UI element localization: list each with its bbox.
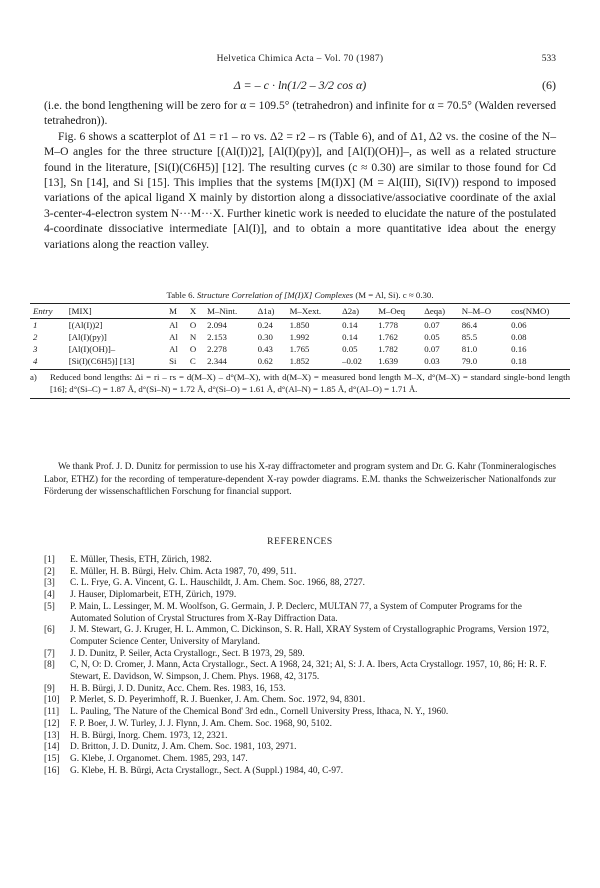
table-cell: 0.14 (342, 332, 358, 342)
reference-item (44, 578, 556, 590)
reference-item (44, 695, 556, 707)
table-cell: 3 (33, 344, 38, 354)
table-header-row (30, 304, 570, 319)
table-cell: 0.07 (424, 344, 440, 354)
table-cell: 0.43 (257, 344, 273, 354)
column-header: M–Nint. (204, 304, 254, 319)
table-cell: Si (166, 355, 187, 370)
table-cell: 1.852 (287, 355, 340, 370)
table-row (30, 355, 570, 370)
table-row (30, 343, 570, 355)
table-cell: Al (169, 344, 178, 354)
paragraph: (i.e. the bond lengthening will be zero for α = 109.5° (tetrahedron) and infinite for α = 70.5° (Walden reversed tetrahedron)). (44, 99, 556, 128)
equation-text: Δ = – c · ln(1/2 – 3/2 cos α) (233, 78, 367, 92)
reference-item (44, 719, 556, 731)
reference-item (44, 649, 556, 661)
table-cell: 86.4 (461, 320, 478, 330)
reference-list (44, 555, 556, 777)
column-header: N–M–O (459, 304, 508, 319)
reference-text: P. Merlet, S. D. Peyerimhoff, R. J. Buenker, J. Am. Chem. Soc. 1972, 94, 8301. (70, 695, 366, 706)
table-cell: –0.02 (339, 355, 375, 370)
reference-number: [10] (44, 695, 60, 706)
table-cell: 0.24 (257, 320, 273, 330)
table-cell: 2.153 (207, 332, 227, 342)
reference-item (44, 590, 556, 602)
table-cell: 0.08 (511, 332, 527, 342)
table-cell: C (187, 355, 204, 370)
references-heading: REFERENCES (267, 537, 333, 547)
reference-item (44, 555, 556, 567)
equation-6 (44, 78, 556, 94)
table-cell: 0.16 (511, 344, 527, 354)
table-cell: 2.094 (207, 320, 227, 330)
structure-correlation-table (30, 303, 570, 370)
reference-text: J. Hauser, Diplomarbeit, ETH, Zürich, 1979. (70, 590, 237, 601)
table-cell: 0.07 (424, 320, 440, 330)
table-cell: 0.62 (255, 355, 287, 370)
reference-text: F. P. Boer, J. W. Turley, J. J. Flynn, J. Am. Chem. Soc. 1968, 90, 5102. (70, 718, 332, 729)
table-cell: [Al(I)(py)] (68, 332, 107, 342)
reference-text: G. Klebe, J. Organomet. Chem. 1985, 293, 147. (70, 753, 248, 764)
reference-item (44, 754, 556, 766)
reference-item (44, 742, 556, 754)
table-cell: 81.0 (461, 344, 478, 354)
table-cell: Al (169, 320, 178, 330)
body-text (44, 98, 556, 252)
table-cell: 2.278 (207, 344, 227, 354)
reference-number: [13] (44, 730, 60, 741)
table-cell: 0.05 (342, 344, 358, 354)
table-cell: 0.06 (511, 320, 527, 330)
table-cell: [(Al(I))2] (68, 320, 103, 330)
column-header: Δ1a) (255, 304, 287, 319)
running-header (44, 54, 556, 68)
column-header: Δeqa) (421, 304, 459, 319)
reference-item (44, 731, 556, 743)
reference-item (44, 766, 556, 778)
column-header: Δ2a) (339, 304, 375, 319)
reference-number: [12] (44, 718, 60, 729)
table-cell: [Si(I)(C6H5)] [13] (66, 355, 166, 370)
reference-number: [4] (44, 590, 55, 601)
table-cell: 1.765 (289, 344, 310, 354)
journal-title: Helvetica Chimica Acta – Vol. 70 (1987) (216, 54, 384, 64)
table-caption-suffix: (M = Al, Si). c ≈ 0.30. (355, 290, 434, 300)
reference-text: D. Britton, J. D. Dunitz, J. Am. Chem. Soc. 1981, 103, 2971. (70, 742, 297, 753)
table-cell: 79.0 (459, 355, 508, 370)
reference-number: [1] (44, 555, 55, 565)
column-header: cos(NMO) (508, 304, 570, 319)
reference-text: G. Klebe, H. B. Bürgi, Acta Crystallogr., Sect. A (Suppl.) 1984, 40, C-97. (70, 765, 344, 776)
reference-text: H. B. Bürgi, Inorg. Chem. 1973, 12, 2321. (70, 730, 228, 741)
table-row (30, 319, 570, 332)
reference-item (44, 567, 556, 579)
table-cell: 1.778 (378, 320, 398, 330)
table-caption-title: Structure Correlation of [M(I)X] Complexes (196, 290, 354, 300)
reference-item (44, 602, 556, 625)
column-header: [MIX] (66, 304, 166, 319)
reference-text: C, N, O: D. Cromer, J. Mann, Acta Crystallogr., Sect. A 1968, 24, 321; Al, S: J. A. Ibers, Acta Crystallogr. 1957, 10, 86; H: R. F. Stewart, E. Davidson, W. Simpson, J. Chem. Phys. 1968, 42, 3175. (70, 660, 547, 683)
table-row (30, 331, 570, 343)
column-header: M–Xext. (287, 304, 340, 319)
table-cell: 1.850 (289, 320, 310, 330)
table-cell: 2 (33, 332, 38, 342)
reference-number: [3] (44, 578, 55, 589)
table-6 (30, 290, 570, 399)
table-cell: N (189, 332, 197, 342)
table-cell: O (189, 344, 197, 354)
table-cell: [Al(I)(OH)]– (68, 344, 116, 354)
column-header: Entry (30, 304, 66, 319)
table-caption (30, 290, 570, 300)
reference-number: [16] (44, 765, 60, 776)
table-cell: 1 (33, 320, 38, 330)
reference-number: [7] (44, 648, 55, 659)
table-cell: 0.05 (424, 332, 440, 342)
equation-number: (6) (542, 78, 556, 92)
reference-item (44, 625, 556, 648)
column-header: M (166, 304, 187, 319)
table-cell: 0.18 (508, 355, 570, 370)
table-cell: O (189, 320, 197, 330)
reference-text: P. Main, L. Lessinger, M. M. Woolfson, G. Germain, J. P. Declerc, MULTAN 77, a System of Computer Programs for the Automated Solution of Crystal Structures from X-Ray Diffraction Data. (70, 601, 522, 624)
reference-number: [14] (44, 742, 60, 753)
reference-number: [15] (44, 753, 60, 764)
table-cell: 1.992 (289, 332, 310, 342)
reference-number: [8] (44, 660, 55, 671)
table-cell: Al (169, 332, 178, 342)
reference-text: C. L. Frye, G. A. Vincent, G. L. Hauschildt, J. Am. Chem. Soc. 1966, 88, 2727. (70, 578, 365, 589)
table-cell: 4 (30, 355, 66, 370)
reference-item (44, 684, 556, 696)
reference-text: E. Müller, H. B. Bürgi, Helv. Chim. Acta 1987, 70, 499, 511. (70, 566, 297, 577)
table-cell: 85.5 (461, 332, 478, 342)
table-cell: 1.639 (375, 355, 421, 370)
reference-text: J. D. Dunitz, P. Seiler, Acta Crystallogr., Sect. B 1973, 29, 589. (70, 648, 305, 659)
page-number: 533 (541, 54, 556, 64)
reference-number: [9] (44, 683, 55, 694)
reference-text: L. Pauling, 'The Nature of the Chemical Bond' 3rd edn., Cornell University Press, Ithaca, N. Y., 1960. (70, 707, 449, 718)
reference-text: E. Müller, Thesis, ETH, Zürich, 1982. (70, 555, 212, 565)
reference-number: [2] (44, 566, 55, 577)
reference-text: J. M. Stewart, G. J. Kruger, H. L. Ammon, C. Dickinson, S. R. Hall, XRAY System of Crystallographic Programs, Version 1972, Computer Science Center, University of Maryland. (70, 625, 550, 647)
table-cell: 0.30 (257, 332, 273, 342)
table-cell: 2.344 (204, 355, 254, 370)
reference-item (44, 660, 556, 683)
acknowledgement: We thank Prof. J. D. Dunitz for permission to use his X-ray diffractometer and program system and Dr. G. Kahr (Tonmineralogisches Labor, ETHZ) for the recording of temperature-dependent X-ray powder diagrams. E.M. thanks the Schweizerischer Nationalfonds zur Förderung der wissenschaftlichen Forschung for financial support. (44, 462, 556, 498)
footnote-text: Reduced bond lengths: Δi = ri – rs = d(M–X) – d°(M–X), with d(M–X) = measured bond length M–X, d°(M–X) = standard single-bond length [16]; d°(Si–C) = 1.87 Å, d°(Si–N) = 1.72 Å, d°(Si–O) = 1.61 Å, d°(Al–N) = 1.85 Å, d°(Al–O) = 1.71 Å. (50, 372, 570, 394)
table-cell: 1.762 (378, 332, 398, 342)
column-header: M–Oeq (375, 304, 421, 319)
reference-number: [5] (44, 601, 55, 612)
table-cell: 1.782 (378, 344, 398, 354)
paragraph: Fig. 6 shows a scatterplot of Δ1 = r1 – ro vs. Δ2 = r2 – rs (Table 6), and of Δ1, Δ2 vs. the cosine of the N–M–O angles for the three structure [(Al(I))2], [Al(I)(py)], and [Al(I)(OH)]–, as well as a related structure found in the literature, [Si(I)(C6H5)] [12]. The resulting curves (c ≈ 0.30) are similar to those found for Cd [13], Sn [14], and Si [15]. This implies that the systems [M(I)X] (M = Al(III), Si(IV)) respond to imposed variations of the apical ligand X mainly by distortion along a dissociative/associative coordinate of the axial 3-center-4-electron system N···M···X. Further kinetic work is needed to elucidate the nature of the postulated 4-coordinate dissociative intermediate [Al(I)], and to obtain a more quantitative idea about the energy variations along the reaction valley. (44, 129, 556, 251)
reference-text: H. B. Bürgi, J. D. Dunitz, Acc. Chem. Res. 1983, 16, 153. (70, 683, 286, 694)
table-caption-prefix: Table 6. (166, 290, 195, 300)
reference-item (44, 707, 556, 719)
reference-number: [6] (44, 625, 55, 636)
footnote-mark: a) (30, 372, 37, 382)
table-cell: 0.14 (342, 320, 358, 330)
table-cell: 0.03 (421, 355, 459, 370)
table-footnote (30, 372, 570, 399)
reference-number: [11] (44, 707, 60, 718)
column-header: X (187, 304, 204, 319)
